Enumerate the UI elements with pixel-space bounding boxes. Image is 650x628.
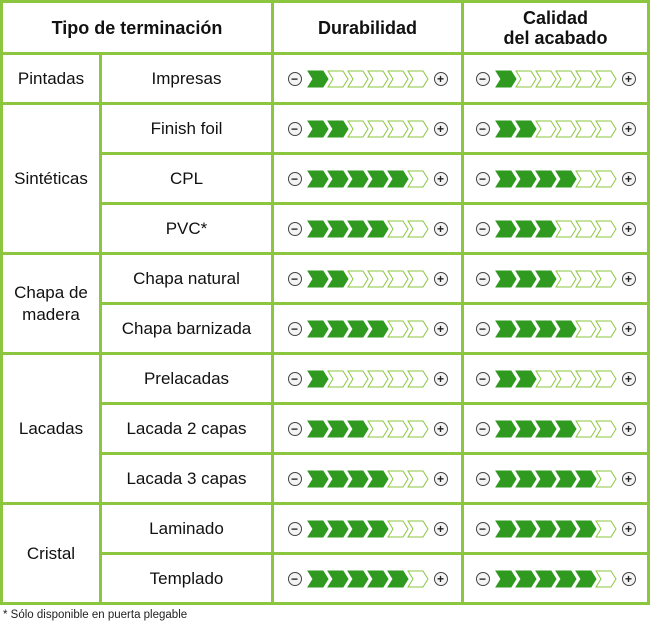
quality-chevron-5-empty bbox=[576, 421, 596, 437]
quality-chevron-4-filled bbox=[556, 471, 576, 487]
quality-chevrons bbox=[494, 420, 618, 438]
durability-chevron-6-empty bbox=[408, 571, 428, 587]
quality-chevron-5-empty bbox=[576, 71, 596, 87]
row-label: Chapa natural bbox=[102, 255, 271, 302]
quality-chevron-1-filled bbox=[496, 421, 516, 437]
quality-chevron-1-filled bbox=[496, 471, 516, 487]
durability-plus-icon: + bbox=[434, 522, 448, 536]
durability-chevron-5-filled bbox=[388, 571, 408, 587]
durability-minus-icon: − bbox=[288, 372, 302, 386]
durability-plus-icon: + bbox=[434, 372, 448, 386]
header-type: Tipo de terminación bbox=[3, 3, 271, 52]
durability-chevron-6-empty bbox=[408, 171, 428, 187]
quality-minus-icon: − bbox=[476, 572, 490, 586]
quality-chevron-1-filled bbox=[496, 371, 516, 387]
durability-chevron-6-empty bbox=[408, 371, 428, 387]
quality-rating bbox=[464, 255, 647, 302]
quality-minus-icon: − bbox=[476, 122, 490, 136]
durability-chevron-5-empty bbox=[388, 71, 408, 87]
row-label: Prelacadas bbox=[102, 355, 271, 402]
quality-chevron-4-empty bbox=[556, 121, 576, 137]
durability-chevron-3-filled bbox=[348, 221, 368, 237]
quality-chevron-4-filled bbox=[556, 521, 576, 537]
quality-rating bbox=[464, 555, 647, 602]
row-label: Chapa barnizada bbox=[102, 305, 271, 352]
quality-chevron-5-filled bbox=[576, 521, 596, 537]
durability-rating bbox=[274, 205, 461, 252]
durability-chevron-5-empty bbox=[388, 371, 408, 387]
quality-minus-icon: − bbox=[476, 422, 490, 436]
quality-chevron-3-filled bbox=[536, 321, 556, 337]
durability-minus-icon: − bbox=[288, 322, 302, 336]
quality-chevron-4-empty bbox=[556, 71, 576, 87]
quality-minus-icon: − bbox=[476, 72, 490, 86]
durability-chevron-4-filled bbox=[368, 471, 388, 487]
quality-chevrons bbox=[494, 520, 618, 538]
durability-chevrons bbox=[306, 370, 430, 388]
durability-chevrons bbox=[306, 470, 430, 488]
quality-chevron-2-filled bbox=[516, 221, 536, 237]
durability-chevron-2-filled bbox=[328, 521, 348, 537]
durability-chevron-2-filled bbox=[328, 271, 348, 287]
quality-chevron-1-filled bbox=[496, 171, 516, 187]
durability-chevron-4-empty bbox=[368, 71, 388, 87]
group-pintadas: Pintadas bbox=[3, 55, 99, 102]
durability-chevron-4-filled bbox=[368, 171, 388, 187]
quality-chevron-3-empty bbox=[536, 371, 556, 387]
durability-chevron-1-filled bbox=[308, 571, 328, 587]
quality-chevron-5-empty bbox=[576, 271, 596, 287]
quality-plus-icon: + bbox=[622, 422, 636, 436]
durability-chevron-3-filled bbox=[348, 471, 368, 487]
durability-chevron-3-empty bbox=[348, 371, 368, 387]
quality-chevron-4-filled bbox=[556, 421, 576, 437]
quality-minus-icon: − bbox=[476, 272, 490, 286]
quality-chevron-5-empty bbox=[576, 321, 596, 337]
durability-chevron-5-empty bbox=[388, 271, 408, 287]
quality-chevron-6-empty bbox=[596, 471, 616, 487]
quality-chevron-2-filled bbox=[516, 371, 536, 387]
quality-rating bbox=[464, 155, 647, 202]
durability-plus-icon: + bbox=[434, 72, 448, 86]
quality-chevron-4-empty bbox=[556, 271, 576, 287]
quality-chevron-6-empty bbox=[596, 221, 616, 237]
row-label: Lacada 2 capas bbox=[102, 405, 271, 452]
durability-chevron-5-filled bbox=[388, 171, 408, 187]
footnote: * Sólo disponible en puerta plegable bbox=[3, 609, 188, 621]
durability-plus-icon: + bbox=[434, 472, 448, 486]
durability-chevrons bbox=[306, 320, 430, 338]
durability-chevron-1-filled bbox=[308, 221, 328, 237]
durability-chevrons bbox=[306, 220, 430, 238]
quality-chevron-3-filled bbox=[536, 471, 556, 487]
quality-rating bbox=[464, 205, 647, 252]
durability-chevrons bbox=[306, 120, 430, 138]
durability-minus-icon: − bbox=[288, 522, 302, 536]
quality-plus-icon: + bbox=[622, 522, 636, 536]
quality-chevron-1-filled bbox=[496, 121, 516, 137]
quality-chevron-3-empty bbox=[536, 71, 556, 87]
quality-chevron-2-filled bbox=[516, 571, 536, 587]
durability-chevron-6-empty bbox=[408, 71, 428, 87]
quality-chevron-5-empty bbox=[576, 221, 596, 237]
row-label: CPL bbox=[102, 155, 271, 202]
quality-plus-icon: + bbox=[622, 72, 636, 86]
durability-rating bbox=[274, 155, 461, 202]
quality-chevron-2-filled bbox=[516, 171, 536, 187]
durability-chevron-3-filled bbox=[348, 321, 368, 337]
durability-minus-icon: − bbox=[288, 272, 302, 286]
durability-chevron-2-filled bbox=[328, 321, 348, 337]
durability-rating bbox=[274, 255, 461, 302]
quality-chevron-3-filled bbox=[536, 421, 556, 437]
durability-plus-icon: + bbox=[434, 222, 448, 236]
row-label: Templado bbox=[102, 555, 271, 602]
quality-plus-icon: + bbox=[622, 322, 636, 336]
durability-chevron-2-filled bbox=[328, 171, 348, 187]
durability-minus-icon: − bbox=[288, 422, 302, 436]
quality-chevron-6-empty bbox=[596, 421, 616, 437]
quality-chevrons bbox=[494, 170, 618, 188]
quality-chevron-6-empty bbox=[596, 321, 616, 337]
quality-chevrons bbox=[494, 470, 618, 488]
durability-plus-icon: + bbox=[434, 422, 448, 436]
durability-rating bbox=[274, 555, 461, 602]
quality-chevron-5-filled bbox=[576, 571, 596, 587]
quality-plus-icon: + bbox=[622, 122, 636, 136]
quality-minus-icon: − bbox=[476, 472, 490, 486]
quality-plus-icon: + bbox=[622, 172, 636, 186]
quality-chevrons bbox=[494, 220, 618, 238]
quality-rating bbox=[464, 355, 647, 402]
quality-rating bbox=[464, 405, 647, 452]
header-durability: Durabilidad bbox=[274, 3, 461, 52]
durability-chevron-2-filled bbox=[328, 571, 348, 587]
durability-chevrons bbox=[306, 270, 430, 288]
quality-chevrons bbox=[494, 570, 618, 588]
durability-minus-icon: − bbox=[288, 572, 302, 586]
quality-chevron-1-filled bbox=[496, 571, 516, 587]
quality-chevron-6-empty bbox=[596, 271, 616, 287]
quality-chevron-5-empty bbox=[576, 371, 596, 387]
group-lacadas: Lacadas bbox=[3, 355, 99, 502]
group-sinteticas: Sintéticas bbox=[3, 105, 99, 252]
durability-chevron-5-empty bbox=[388, 521, 408, 537]
durability-minus-icon: − bbox=[288, 472, 302, 486]
durability-chevrons bbox=[306, 420, 430, 438]
quality-chevron-1-filled bbox=[496, 521, 516, 537]
durability-chevrons bbox=[306, 520, 430, 538]
durability-chevron-4-filled bbox=[368, 321, 388, 337]
quality-rating bbox=[464, 505, 647, 552]
durability-chevron-2-empty bbox=[328, 371, 348, 387]
quality-chevron-3-filled bbox=[536, 521, 556, 537]
quality-chevron-3-filled bbox=[536, 221, 556, 237]
durability-rating bbox=[274, 505, 461, 552]
durability-minus-icon: − bbox=[288, 72, 302, 86]
quality-plus-icon: + bbox=[622, 572, 636, 586]
durability-chevron-4-empty bbox=[368, 271, 388, 287]
durability-chevron-4-empty bbox=[368, 121, 388, 137]
quality-minus-icon: − bbox=[476, 372, 490, 386]
durability-chevron-1-filled bbox=[308, 521, 328, 537]
durability-chevron-1-filled bbox=[308, 71, 328, 87]
durability-chevron-3-empty bbox=[348, 121, 368, 137]
durability-chevron-1-filled bbox=[308, 271, 328, 287]
quality-chevron-2-filled bbox=[516, 321, 536, 337]
quality-chevron-3-filled bbox=[536, 571, 556, 587]
quality-chevron-2-filled bbox=[516, 421, 536, 437]
durability-chevron-6-empty bbox=[408, 321, 428, 337]
quality-chevron-5-empty bbox=[576, 121, 596, 137]
durability-rating bbox=[274, 55, 461, 102]
durability-chevron-3-filled bbox=[348, 521, 368, 537]
durability-chevron-6-empty bbox=[408, 271, 428, 287]
durability-chevron-6-empty bbox=[408, 121, 428, 137]
quality-chevron-4-filled bbox=[556, 571, 576, 587]
durability-chevron-3-filled bbox=[348, 421, 368, 437]
quality-rating bbox=[464, 455, 647, 502]
quality-chevron-1-filled bbox=[496, 71, 516, 87]
durability-plus-icon: + bbox=[434, 272, 448, 286]
quality-chevron-6-empty bbox=[596, 121, 616, 137]
durability-chevron-2-filled bbox=[328, 471, 348, 487]
quality-rating bbox=[464, 55, 647, 102]
quality-chevrons bbox=[494, 70, 618, 88]
quality-chevron-2-empty bbox=[516, 71, 536, 87]
durability-chevron-1-filled bbox=[308, 371, 328, 387]
durability-chevron-2-filled bbox=[328, 221, 348, 237]
durability-rating bbox=[274, 305, 461, 352]
durability-minus-icon: − bbox=[288, 172, 302, 186]
durability-rating bbox=[274, 105, 461, 152]
quality-plus-icon: + bbox=[622, 222, 636, 236]
quality-chevron-2-filled bbox=[516, 121, 536, 137]
quality-chevron-6-empty bbox=[596, 521, 616, 537]
durability-minus-icon: − bbox=[288, 122, 302, 136]
durability-chevron-1-filled bbox=[308, 471, 328, 487]
quality-chevron-6-empty bbox=[596, 371, 616, 387]
durability-plus-icon: + bbox=[434, 122, 448, 136]
durability-chevron-5-empty bbox=[388, 221, 408, 237]
durability-chevron-5-empty bbox=[388, 121, 408, 137]
durability-chevron-2-filled bbox=[328, 121, 348, 137]
quality-chevron-2-filled bbox=[516, 271, 536, 287]
quality-chevron-3-filled bbox=[536, 271, 556, 287]
row-label: PVC* bbox=[102, 205, 271, 252]
durability-chevron-1-filled bbox=[308, 421, 328, 437]
quality-chevron-6-empty bbox=[596, 571, 616, 587]
durability-chevrons bbox=[306, 570, 430, 588]
quality-chevron-1-filled bbox=[496, 271, 516, 287]
durability-chevron-4-filled bbox=[368, 521, 388, 537]
quality-rating bbox=[464, 305, 647, 352]
durability-rating bbox=[274, 355, 461, 402]
durability-chevron-2-empty bbox=[328, 71, 348, 87]
durability-chevron-1-filled bbox=[308, 321, 328, 337]
durability-rating bbox=[274, 405, 461, 452]
durability-chevron-2-filled bbox=[328, 421, 348, 437]
durability-plus-icon: + bbox=[434, 172, 448, 186]
quality-chevron-4-filled bbox=[556, 171, 576, 187]
durability-chevron-5-empty bbox=[388, 321, 408, 337]
quality-minus-icon: − bbox=[476, 522, 490, 536]
quality-rating bbox=[464, 105, 647, 152]
quality-chevron-3-empty bbox=[536, 121, 556, 137]
quality-chevron-4-empty bbox=[556, 221, 576, 237]
durability-chevron-3-empty bbox=[348, 71, 368, 87]
durability-chevron-1-filled bbox=[308, 121, 328, 137]
quality-chevron-1-filled bbox=[496, 321, 516, 337]
quality-minus-icon: − bbox=[476, 172, 490, 186]
row-label: Impresas bbox=[102, 55, 271, 102]
quality-chevron-3-filled bbox=[536, 171, 556, 187]
quality-plus-icon: + bbox=[622, 472, 636, 486]
durability-chevron-6-empty bbox=[408, 421, 428, 437]
header-quality: Calidad del acabado bbox=[464, 3, 647, 52]
durability-chevron-4-empty bbox=[368, 371, 388, 387]
durability-plus-icon: + bbox=[434, 572, 448, 586]
durability-chevron-1-filled bbox=[308, 171, 328, 187]
quality-chevrons bbox=[494, 320, 618, 338]
quality-chevron-2-filled bbox=[516, 521, 536, 537]
quality-chevron-4-empty bbox=[556, 371, 576, 387]
durability-chevron-6-empty bbox=[408, 471, 428, 487]
quality-chevron-1-filled bbox=[496, 221, 516, 237]
durability-chevron-3-filled bbox=[348, 171, 368, 187]
durability-chevron-4-filled bbox=[368, 221, 388, 237]
durability-plus-icon: + bbox=[434, 322, 448, 336]
durability-chevron-5-empty bbox=[388, 471, 408, 487]
quality-chevrons bbox=[494, 270, 618, 288]
quality-plus-icon: + bbox=[622, 372, 636, 386]
durability-minus-icon: − bbox=[288, 222, 302, 236]
durability-chevron-4-filled bbox=[368, 571, 388, 587]
quality-chevrons bbox=[494, 370, 618, 388]
quality-chevron-6-empty bbox=[596, 171, 616, 187]
durability-chevrons bbox=[306, 70, 430, 88]
quality-chevron-5-filled bbox=[576, 471, 596, 487]
quality-plus-icon: + bbox=[622, 272, 636, 286]
durability-chevron-3-filled bbox=[348, 571, 368, 587]
quality-chevron-2-filled bbox=[516, 471, 536, 487]
durability-rating bbox=[274, 455, 461, 502]
durability-chevron-6-empty bbox=[408, 221, 428, 237]
row-label: Laminado bbox=[102, 505, 271, 552]
group-chapa-de-madera: Chapa de madera bbox=[3, 255, 99, 352]
row-label: Lacada 3 capas bbox=[102, 455, 271, 502]
quality-minus-icon: − bbox=[476, 322, 490, 336]
row-label: Finish foil bbox=[102, 105, 271, 152]
durability-chevrons bbox=[306, 170, 430, 188]
quality-chevron-6-empty bbox=[596, 71, 616, 87]
durability-chevron-6-empty bbox=[408, 521, 428, 537]
quality-chevron-5-empty bbox=[576, 171, 596, 187]
durability-chevron-4-empty bbox=[368, 421, 388, 437]
quality-minus-icon: − bbox=[476, 222, 490, 236]
group-cristal: Cristal bbox=[3, 505, 99, 602]
durability-chevron-5-empty bbox=[388, 421, 408, 437]
durability-chevron-3-empty bbox=[348, 271, 368, 287]
quality-chevrons bbox=[494, 120, 618, 138]
quality-chevron-4-filled bbox=[556, 321, 576, 337]
